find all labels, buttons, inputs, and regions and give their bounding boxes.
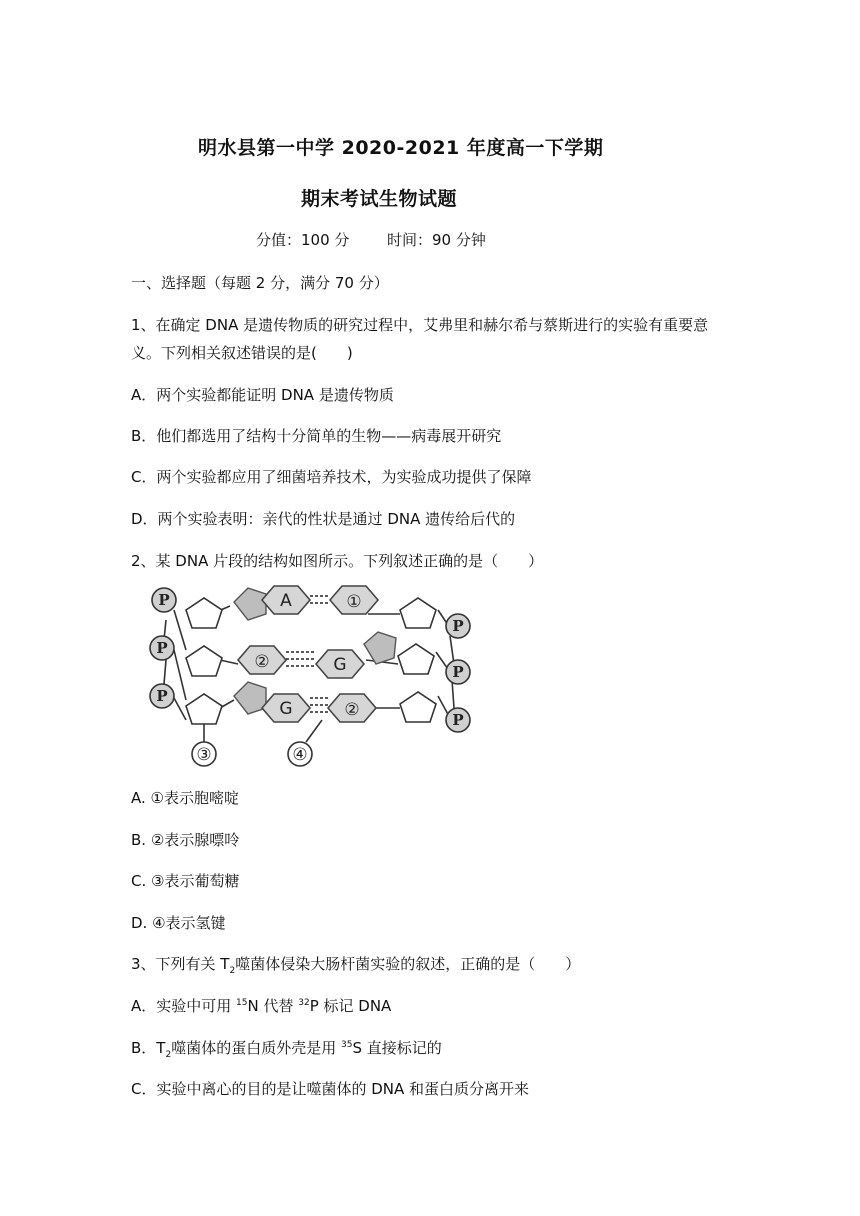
q1-option-a: A．两个实验都能证明 DNA 是遗传物质 <box>131 386 394 404</box>
q3-option-b-mid: 噬菌体的蛋白质外壳是用 <box>171 1039 341 1057</box>
marker-4: ④ <box>292 745 308 765</box>
time-info: 时间：90 分钟 <box>387 231 486 249</box>
phosphate-label: P <box>452 711 464 729</box>
q1-option-d: D．两个实验表明：亲代的性状是通过 DNA 遗传给后代的 <box>131 510 516 528</box>
q2-option-b: B. ②表示腺嘌呤 <box>131 831 240 849</box>
exam-title: 明水县第一中学 2020-2021 年度高一下学期 <box>198 137 604 159</box>
marker-1: ① <box>346 592 362 612</box>
marker-3: ③ <box>196 745 212 765</box>
q3-option-b-isotope: 35 <box>340 1040 353 1050</box>
q3-option-b-suffix: S 直接标记的 <box>352 1039 442 1057</box>
q3-stem-prefix: 3、下列有关 T <box>131 955 230 973</box>
base-g-label: G <box>279 699 293 719</box>
q1-stem-line1: 1、在确定 DNA 是遗传物质的研究过程中，艾弗里和赫尔希与蔡斯进行的实验有重要意 <box>131 316 709 334</box>
base-a-label: A <box>280 591 292 611</box>
q2-option-c: C. ③表示葡萄糖 <box>131 872 240 890</box>
q3-option-a-suffix: P 标记 DNA <box>309 997 392 1015</box>
phosphate-label: P <box>156 687 168 705</box>
q3-option-a-isotope1: 15 <box>236 998 248 1008</box>
q2-stem: 2、某 DNA 片段的结构如图所示。下列叙述正确的是（ ） <box>131 552 544 570</box>
exam-subtitle: 期末考试生物试题 <box>301 188 458 210</box>
q1-option-c: C．两个实验都应用了细菌培养技术，为实验成功提供了保障 <box>131 468 532 486</box>
section-heading: 一、选择题（每题 2 分，满分 70 分） <box>131 274 389 292</box>
q3-option-a-isotope2: 32 <box>298 998 310 1008</box>
phosphate-label: P <box>158 591 170 609</box>
q3-option-b-subscript: 2 <box>165 1050 172 1060</box>
q3-option-c: C．实验中离心的目的是让噬菌体的 DNA 和蛋白质分离开来 <box>131 1080 530 1098</box>
phosphate-label: P <box>156 639 168 657</box>
score-info: 分值：100 分 <box>256 231 350 249</box>
q3-option-a-mid: N 代替 <box>247 997 299 1015</box>
dna-structure-diagram <box>138 580 490 770</box>
q3-stem-suffix: 噬菌体侵染大肠杆菌实验的叙述，正确的是（ ） <box>235 955 581 973</box>
q3-option-a-prefix: A．实验中可用 <box>131 997 237 1015</box>
marker-2: ② <box>344 700 360 720</box>
q3-option-b-prefix: B．T <box>131 1039 166 1057</box>
q2-option-a: A. ①表示胞嘧啶 <box>131 789 239 807</box>
phosphate-label: P <box>452 617 464 635</box>
q1-option-b: B．他们都选用了结构十分简单的生物——病毒展开研究 <box>131 427 502 445</box>
q3-stem <box>131 953 580 976</box>
base-g-label: G <box>333 655 347 675</box>
q3-stem-subscript: 2 <box>229 966 236 976</box>
q2-option-d: D. ④表示氢键 <box>131 914 226 932</box>
phosphate-label: P <box>452 663 464 681</box>
q3-option-b <box>131 1037 442 1060</box>
q1-stem-line2: 义。下列相关叙述错误的是( ) <box>131 344 353 362</box>
marker-2: ② <box>254 652 270 672</box>
q3-option-a <box>131 995 391 1016</box>
